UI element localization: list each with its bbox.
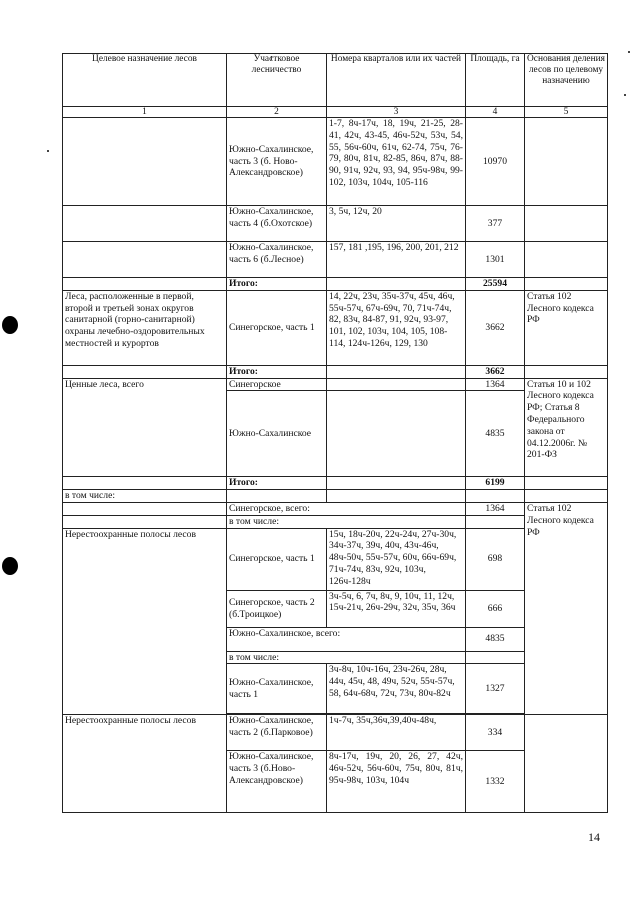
forestry-cell: Синегорское, всего: [227,502,466,515]
forestry-cell: Синегорское, часть 1 [227,290,327,365]
forestry-cell: Южно-Сахалинское, часть 6 (б.Лесное) [227,242,327,278]
forest-purpose-table [62,53,608,813]
purpose-cell [63,278,227,291]
table-row [63,206,608,242]
total-label: Итого: [227,477,327,490]
forestry-cell: Южно-Сахалинское, часть 1 [227,664,327,714]
area-cell [466,515,525,528]
quarters-cell: 8ч-17ч, 19ч, 20, 26, 27, 42ч, 46ч-52ч, 56ч-60ч, 75ч, 80ч, 81ч, 95ч-98ч, 103ч, 104ч [327,751,466,813]
table-row [63,378,608,391]
table-row [63,242,608,278]
quarters-cell [327,378,466,391]
forestry-cell: Южно-Сахалинское, часть 3 (б.Ново-Александровское) [227,751,327,813]
total-row [63,477,608,490]
purpose-cell [63,118,227,206]
area-cell [466,490,525,503]
purpose-cell [63,515,227,528]
area-cell: 1364 [466,378,525,391]
area-cell: 4835 [466,391,525,477]
forestry-cell: Синегорское, часть 1 [227,528,327,590]
punch-hole-top [2,316,18,334]
quarters-cell [327,477,466,490]
forestry-cell: Синегорское, часть 2 (б.Троицкое) [227,590,327,627]
area-cell: 3662 [466,290,525,365]
total-row [63,365,608,378]
quarters-cell: 3, 5ч, 12ч, 20 [327,206,466,242]
area-cell: 334 [466,715,525,751]
forestry-cell: Южно-Сахалинское [227,391,327,477]
basis-cell: Статья 102 Лесного кодекса РФ [525,502,608,714]
column-number: 2 [227,107,327,118]
basis-cell [525,278,608,291]
quarters-cell: 3ч-5ч, 6, 7ч, 8ч, 9, 10ч, 11, 12ч, 15ч-21ч, 26ч-29ч, 32ч, 35ч, 36ч [327,590,466,627]
total-row [63,278,608,291]
table-row [63,290,608,365]
purpose-cell: Леса, расположенные в первой, второй и третьей зонах округов санитарной (горно-санитарной) охраны лечебно-оздоровительных местностей и курортов [63,290,227,365]
total-area: 6199 [466,477,525,490]
quarters-cell [327,490,466,503]
table-row [63,490,608,503]
column-number: 1 [63,107,227,118]
basis-cell [525,715,608,813]
area-cell [466,651,525,664]
purpose-cell [63,365,227,378]
column-number-row [63,107,608,118]
table-row [63,118,608,206]
total-area: 3662 [466,365,525,378]
area-cell: 4835 [466,627,525,651]
table-row [63,715,608,751]
basis-cell [525,242,608,278]
total-label: Итого: [227,278,327,291]
quarters-cell [327,391,466,477]
forestry-cell: в том числе: [227,651,466,664]
area-cell: 698 [466,528,525,590]
scan-speck [628,51,630,53]
area-cell: 1364 [466,502,525,515]
purpose-cell [63,477,227,490]
table-header-row [63,54,608,107]
area-cell: 1332 [466,751,525,813]
quarters-cell: 1ч-7ч, 35ч,36ч,39,40ч-48ч, [327,715,466,751]
purpose-cell: Ценные леса, всего [63,378,227,477]
header-basis: Основания деления лесов по целевому назначению [525,54,608,107]
area-cell: 666 [466,590,525,627]
punch-hole-bottom [2,557,18,575]
column-number: 5 [525,107,608,118]
quarters-cell: 157, 181 ,195, 196, 200, 201, 212 [327,242,466,278]
quarters-cell [327,365,466,378]
forestry-cell: в том числе: [227,515,466,528]
column-number: 3 [327,107,466,118]
area-cell: 377 [466,206,525,242]
table-row [63,502,608,515]
basis-cell [525,206,608,242]
basis-cell [525,477,608,490]
column-number: 4 [466,107,525,118]
forestry-cell: Южно-Сахалинское, часть 3 (б. Ново-Александровское) [227,118,327,206]
forestry-cell: Синегорское [227,378,327,391]
forestry-cell: Южно-Сахалинское, всего: [227,627,466,651]
basis-cell: Статья 10 и 102 Лесного кодекса РФ; Статья 8 Федерального закона от 04.12.2006г. № 201-ФЗ [525,378,608,477]
forestry-cell: Южно-Сахалинское, часть 4 (б.Охотское) [227,206,327,242]
area-cell: 10970 [466,118,525,206]
purpose-cell [63,206,227,242]
forestry-cell [227,490,327,503]
quarters-cell: 14, 22ч, 23ч, 35ч-37ч, 45ч, 46ч, 55ч-57ч, 67ч-69ч, 70, 71ч-74ч, 82, 83ч, 84-87, 91, 92ч, 93-97, 101, 102, 103ч, 104, 105, 108-114, 124ч-126ч, 129, 130 [327,290,466,365]
area-cell: 1301 [466,242,525,278]
basis-cell [525,365,608,378]
purpose-cell [63,502,227,515]
basis-cell [525,118,608,206]
header-purpose: Целевое назначение лесов [63,54,227,107]
basis-cell: Статья 102 Лесного кодекса РФ [525,290,608,365]
scan-speck [624,94,626,96]
header-area: Площадь, га [466,54,525,107]
page-number: 14 [588,830,600,844]
area-cell: 1327 [466,664,525,714]
quarters-cell: 15ч, 18ч-20ч, 22ч-24ч, 27ч-30ч, 34ч-37ч, 39ч, 40ч, 43ч-46ч, 48ч-50ч, 55ч-57ч, 60ч, 66ч-69ч, 71ч-74ч, 83ч, 92ч, 103ч, 126ч-128ч [327,528,466,590]
purpose-cell [63,242,227,278]
basis-cell [525,490,608,503]
quarters-cell: 3ч-8ч, 10ч-16ч, 23ч-26ч, 28ч, 44ч, 45ч, 48, 49ч, 52ч, 55ч-57ч, 58, 64ч-68ч, 72ч, 73ч, 80ч-82ч [327,664,466,714]
total-label: Итого: [227,365,327,378]
purpose-cell: Нерестоохранные полосы лесов [63,528,227,715]
scan-speck [47,150,49,152]
header-quarters: Номера кварталов или их частей [327,54,466,107]
purpose-cell: в том числе: [63,490,227,503]
quarters-cell [327,278,466,291]
purpose-cell: Нерестоохранные полосы лесов [63,715,227,813]
total-area: 25594 [466,278,525,291]
forestry-cell: Южно-Сахалинское, часть 2 (б.Парковое) [227,715,327,751]
quarters-cell: 1-7, 8ч-17ч, 18, 19ч, 21-25, 28-41, 42ч, 43-45, 46ч-52ч, 53ч, 54, 55, 56ч-60ч, 61ч, 62-74, 75ч, 76-79, 80ч, 81ч, 82-85, 86ч, 87ч, 88-90, 91ч, 92ч, 93, 94, 95ч-98ч, 99-102, 103ч, 104ч, 105-116 [327,118,466,206]
header-forestry: Участковое лесничество [227,54,327,107]
